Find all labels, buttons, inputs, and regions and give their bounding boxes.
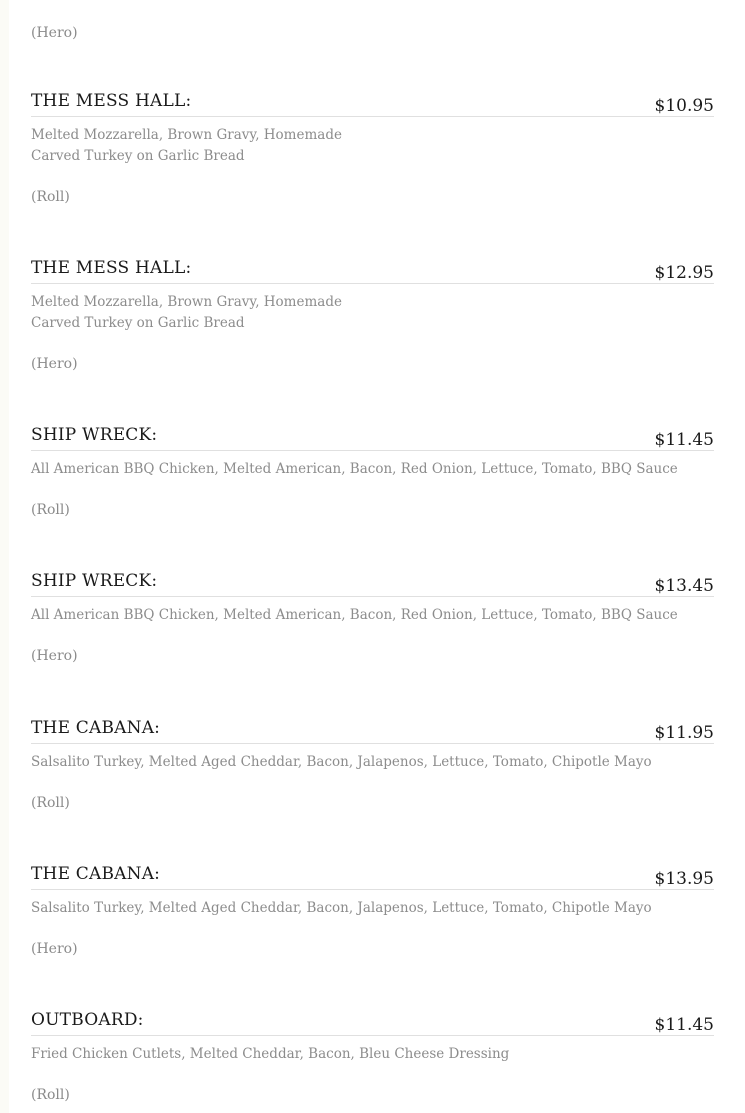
item-size-label: (Hero) [31, 941, 78, 957]
item-price: $11.95 [654, 723, 714, 743]
item-name: THE MESS HALL: [31, 91, 192, 111]
item-description: Salsalito Turkey, Melted Aged Cheddar, Bacon, Jalapenos, Lettuce, Tomato, Chipotle Mayo [31, 754, 652, 770]
menu-item [31, 570, 714, 666]
item-size-label: (Hero) [31, 25, 78, 41]
item-price: $13.45 [654, 576, 714, 596]
item-header [31, 424, 714, 451]
item-price: $12.95 [654, 263, 714, 283]
item-header [31, 90, 714, 117]
item-size-label: (Roll) [31, 1087, 70, 1103]
item-size-label: (Roll) [31, 189, 70, 205]
item-size-label: (Roll) [31, 795, 70, 811]
item-description: Melted Mozzarella, Brown Gravy, Homemade Carved Turkey on Garlic Bread [31, 127, 342, 164]
item-price: $10.95 [654, 96, 714, 116]
menu-item [31, 90, 714, 207]
menu-item [31, 257, 714, 374]
item-size-label: (Roll) [31, 502, 70, 518]
item-price: $11.45 [654, 1015, 714, 1035]
item-size-label: (Hero) [31, 648, 78, 664]
item-header [31, 257, 714, 284]
item-description: All American BBQ Chicken, Melted American, Bacon, Red Onion, Lettuce, Tomato, BBQ Sauce [31, 607, 678, 623]
item-header [31, 1009, 714, 1036]
menu-item [31, 424, 714, 520]
menu-item [31, 863, 714, 959]
item-description: Fried Chicken Cutlets, Melted Cheddar, Bacon, Bleu Cheese Dressing [31, 1046, 510, 1062]
item-name: SHIP WRECK: [31, 425, 158, 445]
item-description: Melted Mozzarella, Brown Gravy, Homemade Carved Turkey on Garlic Bread [31, 294, 342, 331]
item-name: THE CABANA: [31, 864, 161, 884]
item-description: All American BBQ Chicken, Melted American, Bacon, Red Onion, Lettuce, Tomato, BBQ Sauce [31, 461, 678, 477]
item-name: OUTBOARD: [31, 1010, 144, 1030]
item-name: SHIP WRECK: [31, 571, 158, 591]
menu-item [31, 1009, 714, 1105]
menu-item [31, 717, 714, 813]
item-description: Salsalito Turkey, Melted Aged Cheddar, Bacon, Jalapenos, Lettuce, Tomato, Chipotle Mayo [31, 900, 652, 916]
item-size-label: (Hero) [31, 356, 78, 372]
item-price: $11.45 [654, 430, 714, 450]
item-header [31, 863, 714, 890]
item-name: THE MESS HALL: [31, 258, 192, 278]
item-price: $13.95 [654, 869, 714, 889]
item-header [31, 717, 714, 744]
item-header [31, 570, 714, 597]
item-name: THE CABANA: [31, 718, 161, 738]
